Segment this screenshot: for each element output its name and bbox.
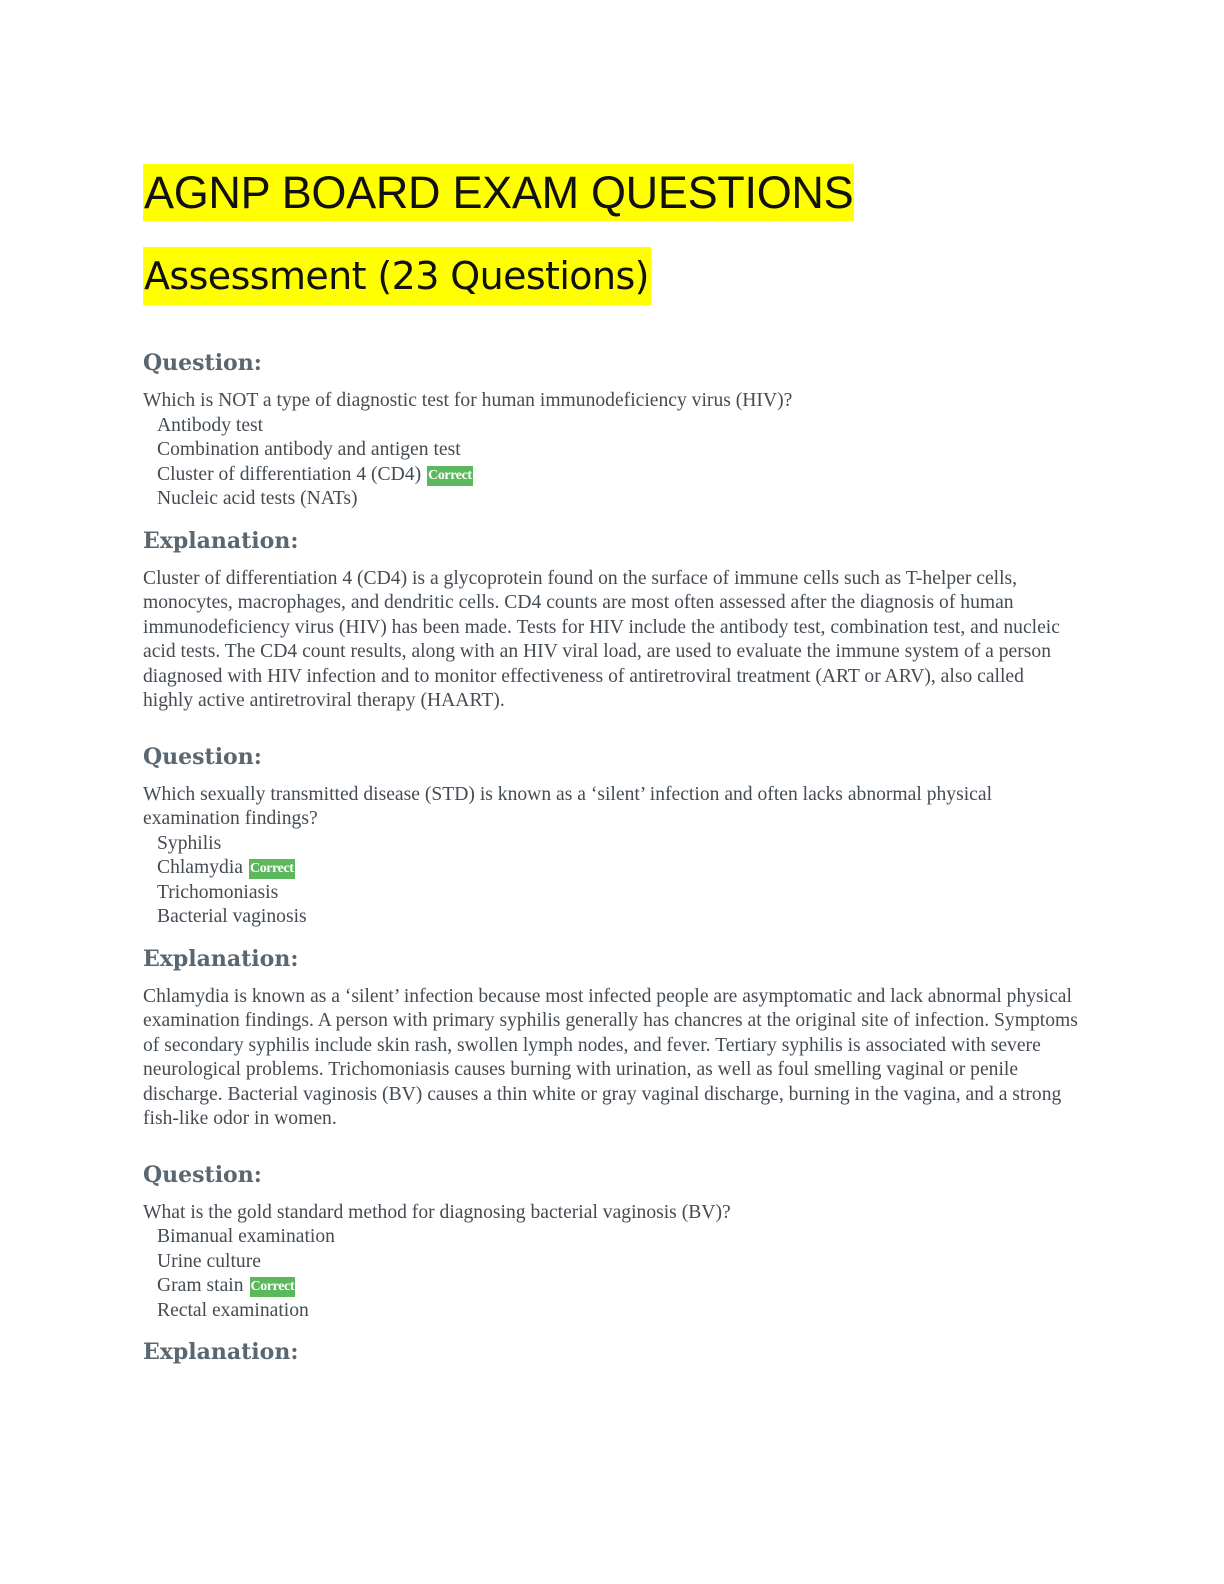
- question-text: Which sexually transmitted disease (STD) is known as a ‘silent’ infection and often lacks abnormal physical examination findings?: [143, 783, 993, 829]
- answer-option-label: Bimanual examination: [157, 1226, 335, 1247]
- document-title: AGNP BOARD EXAM QUESTIONS: [143, 164, 854, 221]
- correct-badge: Correct: [249, 859, 295, 879]
- answer-option: [143, 1299, 1078, 1324]
- explanation-text: Chlamydia is known as a ‘silent’ infection because most infected people are asymptomatic and lack abnormal physical examination findings. A person with primary syphilis generally has chancres at the original site of infection. Symptoms of secondary syphilis include skin rash, swollen lymph nodes, and fever. Tertiary syphilis is associated with severe neurological problems. Trichomoniasis causes burning with urination, as well as foul smelling vaginal or penile discharge. Bacterial vaginosis (BV) causes a thin white or gray vaginal discharge, burning in the vagina, and a strong fish-like odor in women.: [143, 985, 1078, 1129]
- question-block: [143, 1160, 1078, 1368]
- answer-option: [143, 856, 1078, 881]
- explanation-heading: Explanation:: [143, 1339, 299, 1365]
- answer-option: [143, 881, 1078, 906]
- answer-option-label: Urine culture: [157, 1250, 261, 1272]
- question-block: [143, 348, 1078, 714]
- answer-option-label: Cluster of differentiation 4 (CD4): [157, 463, 422, 485]
- correct-badge: Correct: [250, 1277, 296, 1297]
- answer-option-label: Chlamydia: [157, 857, 243, 878]
- answer-option: [143, 832, 1078, 857]
- question-text: What is the gold standard method for diagnosing bacterial vaginosis (BV)?: [143, 1201, 731, 1223]
- correct-badge: Correct: [427, 466, 473, 486]
- answer-option-label: Antibody test: [157, 414, 264, 436]
- question-heading: Question:: [143, 1161, 262, 1188]
- answer-options: [143, 832, 1078, 930]
- question-block: [143, 742, 1078, 1132]
- subtitle-block: [143, 247, 1078, 309]
- question-heading: Question:: [143, 350, 262, 376]
- answer-option-label: Trichomoniasis: [157, 881, 279, 903]
- answer-options: [143, 414, 1078, 512]
- answer-option: [143, 905, 1078, 930]
- answer-option: [143, 1274, 1078, 1299]
- document-page: [143, 164, 1078, 1367]
- explanation-heading: Explanation:: [143, 945, 299, 972]
- answer-option-label: Rectal examination: [157, 1299, 309, 1321]
- answer-option: [143, 414, 1078, 439]
- answer-option: [143, 438, 1078, 463]
- answer-option: [143, 1225, 1078, 1250]
- answer-option-label: Combination antibody and antigen test: [157, 439, 461, 460]
- answer-option-label: Nucleic acid tests (NATs): [157, 488, 358, 509]
- answer-option: [143, 1250, 1078, 1275]
- answer-option: [143, 487, 1078, 512]
- answer-option: [143, 463, 1078, 488]
- question-text: Which is NOT a type of diagnostic test for human immunodeficiency virus (HIV)?: [143, 390, 793, 411]
- answer-options: [143, 1225, 1078, 1323]
- answer-option-label: Syphilis: [157, 832, 222, 854]
- answer-option-label: Gram stain: [157, 1275, 244, 1296]
- explanation-text: Cluster of differentiation 4 (CD4) is a glycoprotein found on the surface of immune cells such as T-helper cells, monocytes, macrophages, and dendritic cells. CD4 counts are most often assessed after the diagnosis of human immunodeficiency virus (HIV) has been made. Tests for HIV include the antibody test, combination test, and nucleic acid tests. The CD4 count results, along with an HIV viral load, are used to evaluate the immune system of a person diagnosed with HIV infection and to monitor effectiveness of antiretroviral treatment (ART or ARV), also called highly active antiretroviral therapy (HAART).: [143, 567, 1060, 711]
- title-block: [143, 164, 1078, 224]
- document-subtitle: Assessment (23 Questions): [143, 247, 651, 305]
- explanation-heading: Explanation:: [143, 527, 299, 554]
- question-heading: Question:: [143, 743, 262, 770]
- answer-option-label: Bacterial vaginosis: [157, 906, 307, 927]
